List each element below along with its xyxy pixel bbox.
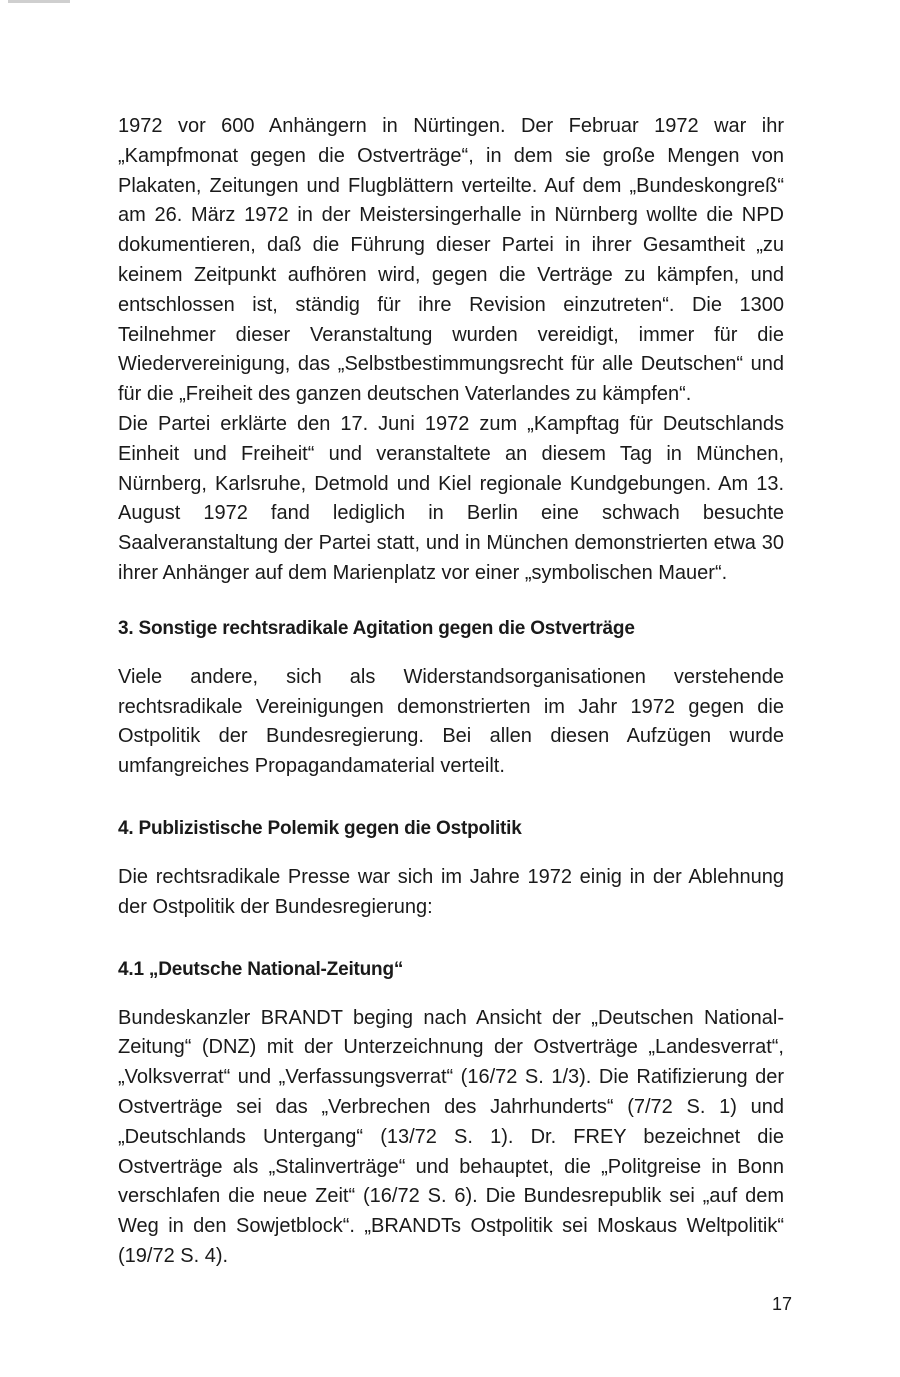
paragraph-npd-campaign: 1972 vor 600 Anhängern in Nürtingen. Der Februar 1972 war ihr „Kampfmonat gegen die Ostverträge“, in dem sie große Mengen von Plakaten, Zeitungen und Flugblättern verteilte. Auf dem „Bundeskongreß“ am 26. März 1972 in der Meistersingerhalle in Nürnberg wollte die NPD dokumentieren, daß die Führung dieser Partei in ihrer Gesamtheit „zu keinem Zeitpunkt aufhören wird, gegen die Verträge zu kämpfen, und entschlossen ist, ständig für ihre Revision einzutreten“. Die 1300 Teilnehmer dieser Veranstaltung wurden vereidigt, immer für die Wiedervereinigung, das „Selbstbestimmungsrecht für alle Deutschen“ und für die „Freiheit des ganzen deutschen Vaterlandes zu kämpfen“. xyxy=(118,115,784,406)
section-heading-3: 3. Sonstige rechtsradikale Agitation gegen die Ostverträge xyxy=(118,617,635,639)
section-heading-4-1: 4.1 „Deutsche National-Zeitung“ xyxy=(118,958,404,980)
paragraph-kampftag: Die Partei erklärte den 17. Juni 1972 zum „Kampftag für Deutschlands Einheit und Freiheit“ und veranstaltete an diesem Tag in München, Nürnberg, Karlsruhe, Detmold und Kiel regionale Kundgebungen. Am 13. August 1972 fand lediglich in Berlin eine schwach besuchte Saalveranstaltung der Partei statt, und in München demonstrierten etwa 30 ihrer Anhänger auf dem Marienplatz vor einer „symbolischen Mauer“. xyxy=(118,412,784,584)
page-body xyxy=(118,112,784,1272)
paragraph-other-groups: Viele andere, sich als Widerstandsorganisationen verstehende rechtsradikale Vereinigungen demonstrierten im Jahr 1972 gegen die Ostpolitik der Bundesregierung. Bei allen diesen Aufzügen wurde umfangreiches Propagandamaterial verteilt. xyxy=(118,665,784,778)
page-number: 17 xyxy=(771,1294,792,1314)
paragraph-press-intro: Die rechtsradikale Presse war sich im Jahre 1972 einig in der Ablehnung der Ostpolitik der Bundesregierung: xyxy=(118,865,784,918)
scan-edge-mark xyxy=(8,0,70,3)
section-heading-4: 4. Publizistische Polemik gegen die Ostpolitik xyxy=(118,817,522,839)
paragraph-dnz: Bundeskanzler BRANDT beging nach Ansicht der „Deutschen National-Zeitung“ (DNZ) mit der Unterzeichnung der Ostverträge „Landesverrat“, „Volksverrat“ und „Verfassungsverrat“ (16/72 S. 1/3). Die Ratifizierung der Ostverträge sei das „Verbrechen des Jahrhunderts“ (7/72 S. 1) und „Deutschlands Untergang“ (13/72 S. 1). Dr. FREY bezeichnet die Ostverträge als „Stalinverträge“ und behauptet, die „Politgreise in Bonn verschlafen die neue Zeit“ (16/72 S. 6). Die Bundesrepublik sei „auf dem Weg in den Sowjetblock“. „BRANDTs Ostpolitik sei Moskaus Weltpolitik“ (19/72 S. 4). xyxy=(118,1006,784,1267)
